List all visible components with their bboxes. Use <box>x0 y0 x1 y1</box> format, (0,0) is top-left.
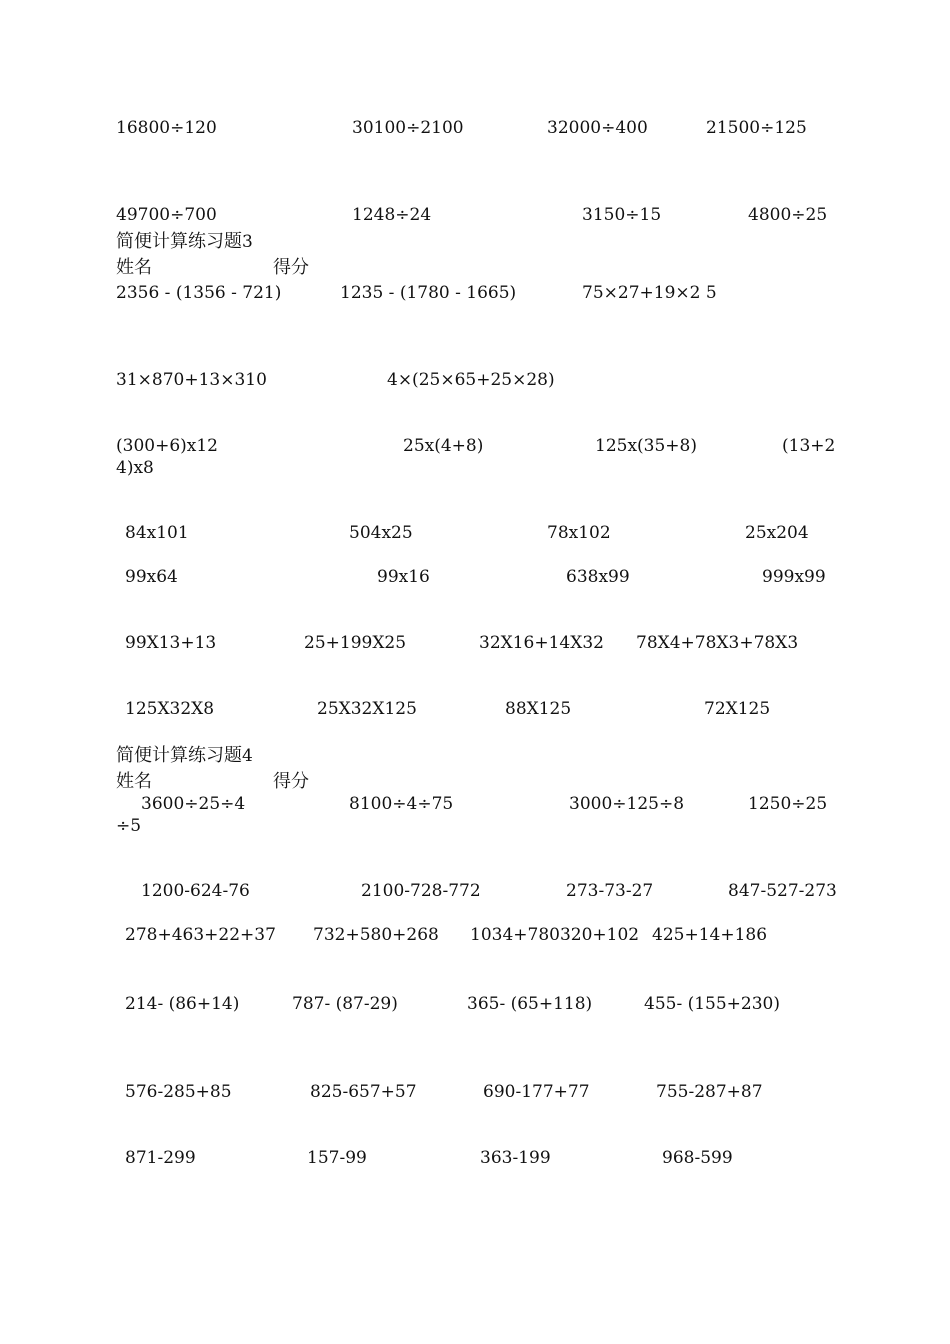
problem: 3600÷25÷4 <box>141 794 246 814</box>
problem: 125x(35+8) <box>595 436 697 456</box>
problem: 2100-728-772 <box>361 881 481 901</box>
problem: 825-657+57 <box>310 1082 417 1102</box>
problem: 4800÷25 <box>748 205 828 225</box>
problem: 88X125 <box>505 699 572 719</box>
problem: 1200-624-76 <box>141 881 250 901</box>
problem: (300+6)x12 <box>116 436 218 456</box>
problem: (13+2 <box>782 436 836 456</box>
problem: 1250÷25 <box>748 794 828 814</box>
problem: 365- (65+118) <box>467 994 593 1014</box>
problem: 125X32X8 <box>125 699 215 719</box>
problem: 99X13+13 <box>125 633 217 653</box>
problem: 30100÷2100 <box>352 118 464 138</box>
problem: 16800÷120 <box>116 118 217 138</box>
problem: 72X125 <box>704 699 771 719</box>
problem: 1248÷24 <box>352 205 432 225</box>
problem: 755-287+87 <box>656 1082 763 1102</box>
problem: 25x(4+8) <box>403 436 484 456</box>
problem: 4×(25×65+25×28) <box>387 370 555 390</box>
problem: 8100÷4÷75 <box>349 794 454 814</box>
problem: 3150÷15 <box>582 205 662 225</box>
problem: 425+14+186 <box>652 925 768 945</box>
problem: 78x102 <box>547 523 611 543</box>
name-label: 姓名 <box>116 257 152 278</box>
problem: 576-285+85 <box>125 1082 232 1102</box>
problem-wrap: 4)x8 <box>116 458 154 478</box>
problem-wrap: ÷5 <box>116 816 142 836</box>
problem: 278+463+22+37 <box>125 925 276 945</box>
exercise-title-text: 简便计算练习题 <box>116 745 242 766</box>
problem: 99x64 <box>125 567 178 587</box>
score-label: 得分 <box>273 771 309 792</box>
exercise-number: 3 <box>242 232 253 252</box>
problem: 25X32X125 <box>317 699 417 719</box>
name-label: 姓名 <box>116 771 152 792</box>
problem: 504x25 <box>349 523 413 543</box>
problem: 732+580+268 <box>313 925 439 945</box>
problem: 690-177+77 <box>483 1082 590 1102</box>
problem: 32000÷400 <box>547 118 648 138</box>
problem: 968-599 <box>662 1148 733 1168</box>
problem: 847-527-273 <box>728 881 837 901</box>
problem: 363-199 <box>480 1148 551 1168</box>
problem: 78X4+78X3+78X3 <box>636 633 799 653</box>
problem: 871-299 <box>125 1148 196 1168</box>
problem: 49700÷700 <box>116 205 217 225</box>
problem: 1235 - (1780 - 1665) <box>340 283 517 303</box>
problem: 638x99 <box>566 567 630 587</box>
problem: 31×870+13×310 <box>116 370 267 390</box>
exercise-title-text: 简便计算练习题 <box>116 231 242 252</box>
problem: 75×27+19×2 5 <box>582 283 717 303</box>
problem: 455- (155+230) <box>644 994 780 1014</box>
exercise-title <box>116 745 253 767</box>
problem: 1034+780320+102 <box>470 925 640 945</box>
problem: 25+199X25 <box>304 633 407 653</box>
problem: 21500÷125 <box>706 118 807 138</box>
exercise-title <box>116 231 253 253</box>
exercise-number: 4 <box>242 746 253 766</box>
problem: 32X16+14X32 <box>479 633 604 653</box>
problem: 3000÷125÷8 <box>569 794 685 814</box>
problem: 25x204 <box>745 523 809 543</box>
problem: 273-73-27 <box>566 881 654 901</box>
problem: 787- (87-29) <box>292 994 398 1014</box>
problem: 157-99 <box>307 1148 367 1168</box>
problem: 99x16 <box>377 567 430 587</box>
problem: 2356 - (1356 - 721) <box>116 283 282 303</box>
problem: 84x101 <box>125 523 189 543</box>
problem: 999x99 <box>762 567 826 587</box>
score-label: 得分 <box>273 257 309 278</box>
problem: 214- (86+14) <box>125 994 240 1014</box>
